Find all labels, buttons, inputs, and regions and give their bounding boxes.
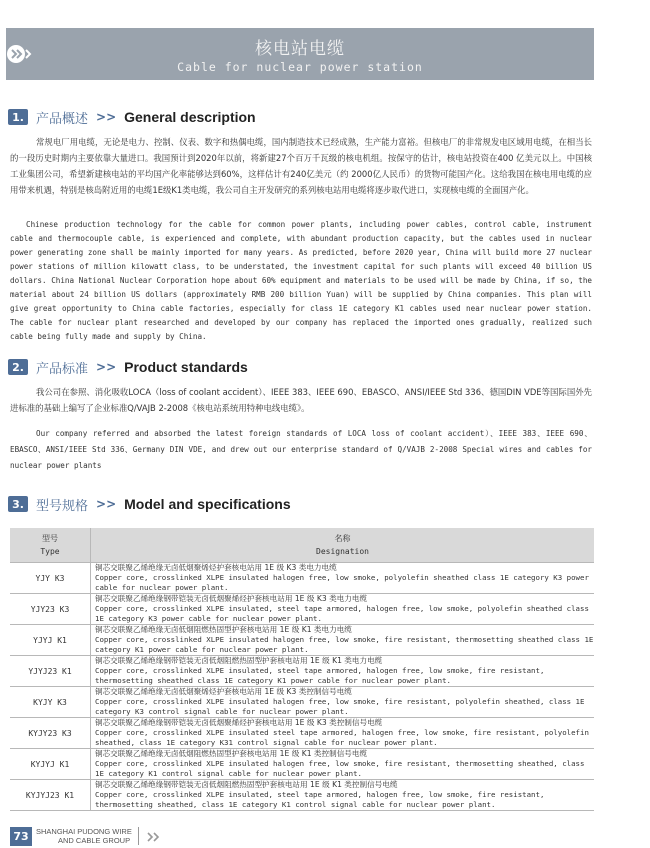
page-footer bbox=[0, 823, 650, 846]
designation-en: Copper core, crosslinked XLPE insulated halogen free, low smoke, fire resistant, thermosetting sheathed class 1E category K1 power cable for nuclear power plant. bbox=[95, 635, 594, 654]
model-designation bbox=[91, 780, 595, 811]
table-row bbox=[10, 656, 594, 687]
designation-en: Copper core, crosslinked XLPE insulated halogen free, low smoke, fire resistant, thermosetting sheathed, class 1E category K1 control signal cable for nuclear power plant. bbox=[95, 759, 585, 778]
model-type: KYJYJ K1 bbox=[10, 749, 91, 780]
model-designation bbox=[91, 563, 595, 594]
general-description-cn: 常规电厂用电缆，无论是电力、控制、仪表、数字和热偶电缆，国内制造技术已经成熟，生产能力富裕。但核电厂的非常规发电区域用电缆，在相当长的一段历史时期内主要依靠大量进口。我国预计到2020年以前，将新建27个百万千瓦级的核电机组。按保守的估计，核电站投资在400 亿美元以上。中国核工业集团公司，希望新建核电站的平均国产化率能够达到60%，这样估计有240亿美元（约 2000亿人民币）的货物可能国产化。这给我国在核电用电缆的应用带来机遇，特别是核岛附近用的电缆1E级K1类电缆，我公司自主开发研究的系列核电站用电缆将逐步取代进口，实现核电缆的全面国产化。 bbox=[10, 137, 592, 195]
designation-en: Copper core, crosslinked XLPE insulated, steel tape armored, halogen free, low smoke, fire resistant, thermosetting sheathed class 1E category K1 power cable for nuclear power plant. bbox=[95, 666, 545, 685]
designation-cn: 铜芯交联聚乙烯绝缘钢带铠装无卤低烟阻燃热固型护套核电站用 1E 级 K1 类电力电缆 bbox=[95, 656, 383, 665]
designation-en: Copper core, crosslinked XLPE insulated, steel tape armored, halogen free, low smoke, polyolefin sheathed class 1E category K3 power cable for nuclear power plant. bbox=[95, 604, 589, 623]
column-header-type bbox=[10, 528, 91, 563]
section-arrow: >> bbox=[96, 360, 117, 374]
model-type: KYJYJ23 K1 bbox=[10, 780, 91, 811]
company-name bbox=[36, 827, 132, 845]
section-arrow: >> bbox=[96, 110, 117, 124]
table-row bbox=[10, 749, 594, 780]
table-row bbox=[10, 687, 594, 718]
model-type: YJY K3 bbox=[10, 563, 91, 594]
top-margin bbox=[0, 0, 650, 28]
company-name-line1: SHANGHAI PUDONG WIRE bbox=[36, 827, 132, 836]
designation-en: Copper core, crosslinked XLPE insulated halogen free, low smoke, fire resistant, polyolefin sheathed, class 1E category K3 control signal cable for nuclear power plant. bbox=[95, 697, 585, 716]
table-row bbox=[10, 780, 594, 811]
page-title-en: Cable for nuclear power station bbox=[177, 60, 423, 74]
table-row bbox=[10, 718, 594, 749]
standards-cn: 我公司在参照、消化吸收LOCA（loss of coolant accident）、IEEE 383、IEEE 690、EBASCO、ANSI/IEEE Std 336、德国DIN VDE等国际国外先进标准的基础上编写了企业标准Q/VAJB 2-2008《核电站系统用特种电线电缆》。 bbox=[10, 387, 592, 413]
section-number: 2. bbox=[8, 359, 28, 375]
page-title-cn: 核电站电缆 bbox=[255, 39, 345, 59]
section-heading-standards bbox=[8, 357, 248, 377]
page-header-banner bbox=[6, 28, 594, 80]
company-name-line2: AND CABLE GROUP bbox=[58, 836, 131, 845]
section-title-en: Product standards bbox=[124, 359, 248, 375]
table-row bbox=[10, 563, 594, 594]
column-header-designation-cn: 名称 bbox=[334, 534, 351, 543]
designation-cn: 铜芯交联聚乙烯绝缘钢带铠装无卤低烟阻燃热固型护套核电站用 1E 级 K1 类控制信号电缆 bbox=[95, 780, 398, 789]
section-title-cn: 产品标准 bbox=[36, 361, 89, 377]
section-number: 3. bbox=[8, 496, 28, 512]
designation-cn: 铜芯交联聚乙烯绝缘钢带铠装无卤低烟聚烯烃护套核电站用 1E 级 K3 类控制信号电缆 bbox=[95, 718, 383, 727]
designation-cn: 铜芯交联聚乙烯绝缘钢带铠装无卤低烟聚烯烃护套核电站用 1E 级 K3 类电力电缆 bbox=[95, 594, 368, 603]
designation-cn: 铜芯交联聚乙烯绝缘无卤低烟聚烯烃护套核电站用 1E 级 K3 类电力电缆 bbox=[95, 563, 337, 572]
model-type: KYJY K3 bbox=[10, 687, 91, 718]
table-header-row bbox=[10, 528, 594, 563]
model-type: YJYJ23 K1 bbox=[10, 656, 91, 687]
designation-en: Copper core, crosslinked XLPE insulated steel tape armored, halogen free, low smoke, fire resistant, polyolefin sheathed, class 1E category K31 control signal cable for nuclear power plant. bbox=[95, 728, 589, 747]
column-header-designation bbox=[91, 528, 595, 563]
column-header-type-cn: 型号 bbox=[42, 534, 58, 543]
model-type: YJYJ K1 bbox=[10, 625, 91, 656]
section-number: 1. bbox=[8, 109, 28, 125]
section-heading-models bbox=[8, 494, 291, 514]
model-designation bbox=[91, 656, 595, 687]
column-header-type-en: Type bbox=[40, 547, 60, 556]
section-heading-general bbox=[8, 107, 256, 127]
model-designation bbox=[91, 625, 595, 656]
table-row bbox=[10, 625, 594, 656]
designation-en: Copper core, crosslinked XLPE insulated halogen free, low smoke, polyolefin sheathed class 1E category K3 power cable for nuclear power plant. bbox=[95, 573, 589, 592]
table-row bbox=[10, 594, 594, 625]
model-designation bbox=[91, 687, 595, 718]
model-designation bbox=[91, 749, 595, 780]
section-title-en: General description bbox=[124, 109, 256, 125]
model-type: YJY23 K3 bbox=[10, 594, 91, 625]
page-number: 73 bbox=[10, 827, 32, 846]
designation-en: Copper core, crosslinked XLPE insulated, steel tape armored, halogen free, low smoke, fire resistant, thermosetting sheathed, class 1E category K1 control signal cable for nuclear power plant. bbox=[95, 790, 545, 809]
model-designation bbox=[91, 594, 595, 625]
standards-en: Our company referred and absorbed the latest foreign standards of LOCA loss of coolant accident）、IEEE 383、IEEE 690、EBASCO、ANSI/IEEE Std 336、Germany DIN VDE, and drew out our enterprise standard of Q/VAJB 2-2008 Special wires and cables for nuclear power plants bbox=[10, 429, 592, 470]
designation-cn: 铜芯交联聚乙烯绝缘无卤低烟阻燃热固型护套核电站用 1E 级 K1 类电力电缆 bbox=[95, 625, 352, 634]
column-header-designation-en: Designation bbox=[316, 547, 369, 556]
model-spec-table bbox=[10, 528, 594, 811]
section-title-cn: 产品概述 bbox=[36, 111, 89, 127]
section-title-en: Model and specifications bbox=[124, 496, 291, 512]
designation-cn: 铜芯交联聚乙烯绝缘无卤低烟聚烯烃护套核电站用 1E 级 K3 类控制信号电缆 bbox=[95, 687, 352, 696]
model-type: KYJY23 K3 bbox=[10, 718, 91, 749]
section-title-cn: 型号规格 bbox=[36, 498, 89, 514]
designation-cn: 铜芯交联聚乙烯绝缘无卤低烟阻燃热固型护套核电站用 1E 级 K1 类控制信号电缆 bbox=[95, 749, 368, 758]
section-arrow: >> bbox=[96, 497, 117, 511]
model-designation bbox=[91, 718, 595, 749]
general-description-en: Chinese production technology for the cable for common power plants, including power cables, control cable, instrument cable and thermocouple cable, is experienced and complete, with abundant production capacity, but the cables used in nuclear power generating zone shall be mainly imported for many years. As predicted, before 2020 year, China will build more 27 nuclear power stations of million kilowatt class, to be understated, the investment capital for such plants will exceed 40 billion US dollars. China National Nuclear Corporation hope about 60% equipment and materials to be used will be made by China, if so, the material about 24 billion US dollars (approximately RMB 200 billion Yuan) will be supplied by China companies. This plan will give great opportunity to China cable factories, especially for class 1E category K1 cables used near nuclear power station. The cable for nuclear plant researched and developed by our company has replaced the imported ones gradually, realized such cable being fully made and supply by China. bbox=[10, 220, 592, 341]
double-chevron-logo-icon bbox=[146, 829, 162, 848]
footer-divider bbox=[138, 827, 139, 845]
